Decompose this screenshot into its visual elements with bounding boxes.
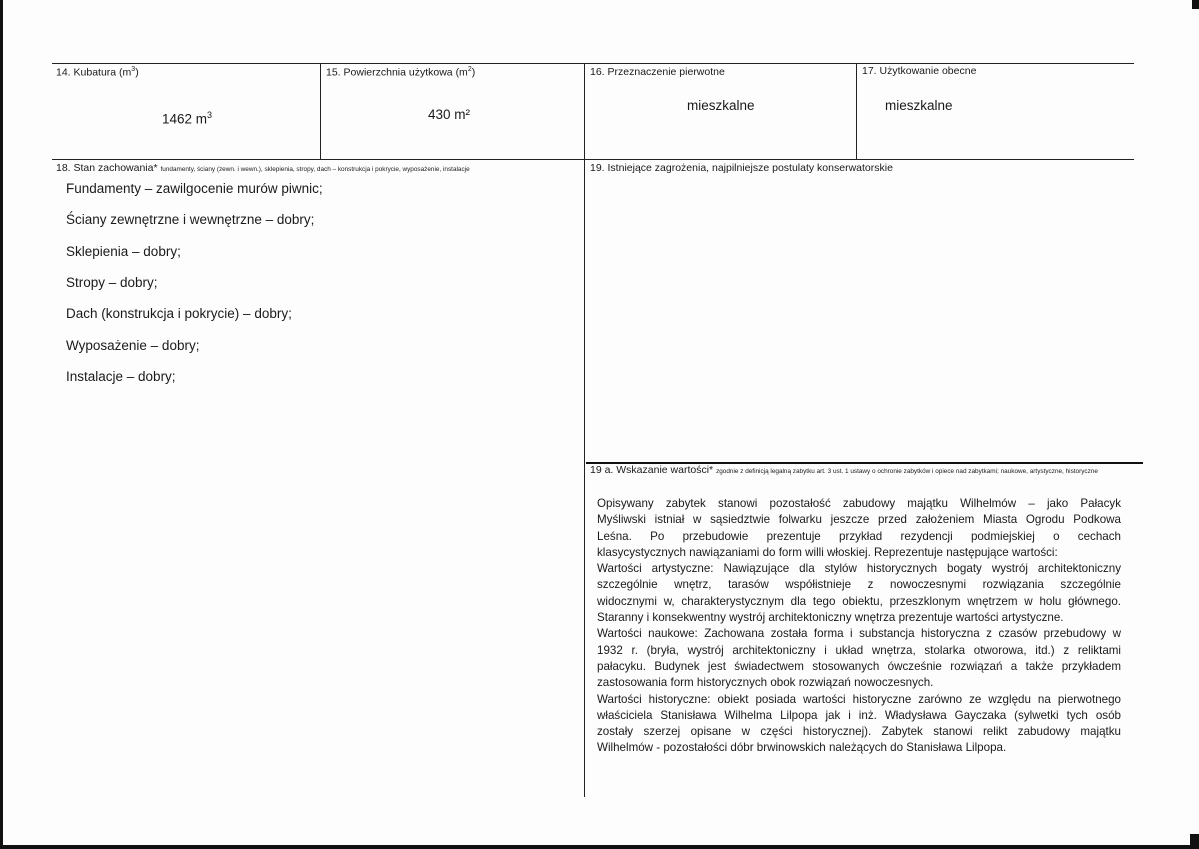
description-line: właściciela Stanisława Wilhelma Lilpopa jak i inż. Władysława Gayczaka (sylwetki tych osób	[597, 708, 1121, 722]
condition-item-vaults: Sklepienia – dobry;	[66, 244, 181, 259]
field-14-value: 1462 $m^3$	[162, 110, 213, 127]
condition-item-furnishings: Wyposażenie – dobry;	[66, 338, 200, 353]
description-line: Wartości historyczne: obiekt posiada wartości historyczne zarówno ze względu na pierwotnego	[597, 692, 1121, 706]
column-divider-14-15	[320, 63, 321, 159]
scan-edge-left	[0, 0, 3, 849]
field-17-label: 17. Użytkowanie obecne	[862, 65, 977, 77]
field-19a-label: 19 a. Wskazanie wartości* zgodnie z definicją legalną zabytku art. 3 ust. 1 ustawy o ochronie zabytków i opiece nad zabytkami; naukowe, artystyczne, historyczne	[590, 464, 1098, 476]
description-line: 1932 r. (bryła, wystrój architektoniczny i układ wnętrza, stolarka otworowa, itd.) z reliktami	[597, 643, 1121, 657]
field-19a-hint: zgodnie z definicją legalną zabytku art. 3 ust. 1 ustawy o ochronie zabytków i opiece nad zabytkami; naukowe, artystyczne, historyczne	[716, 468, 1098, 475]
row-divider-18	[52, 159, 1134, 160]
description-line: zostały szerzej opisane w części historycznej). Zabytek stanowi relikt zabudowy majątku	[597, 725, 1121, 739]
condition-item-foundations: Fundamenty – zawilgocenie murów piwnic;	[66, 181, 323, 196]
description-line: klasycystycznych nawiązaniami do form willi włoskiej. Reprezentuje następujące wartości:	[597, 545, 1058, 559]
field-17-value: mieszkalne	[885, 98, 953, 113]
condition-item-walls: Ściany zewnętrzne i wewnętrzne – dobry;	[66, 212, 315, 227]
description-line: pałacyku. Budynek jest świadectwem stosowanych ówcześnie rozwiązań a także przykładem	[597, 659, 1121, 673]
field-18-label: 18. Stan zachowania* fundamenty, ściany (zewn. i wewn.), sklepienia, stropy, dach – konstrukcja i pokrycie, wyposażenie, instalacje	[56, 162, 470, 174]
condition-item-ceilings: Stropy – dobry;	[66, 275, 158, 290]
column-divider-15-16	[584, 63, 585, 797]
values-description	[597, 496, 1121, 757]
description-line: szczególnie wnętrz, tarasów współistnieje z nowoczesnymi rozwiązania szczególnie	[597, 578, 1121, 592]
column-divider-16-17	[856, 63, 857, 159]
condition-item-installations: Instalacje – dobry;	[66, 369, 176, 384]
condition-item-roof: Dach (konstrukcja i pokrycie) – dobry;	[66, 306, 292, 321]
field-16-value: mieszkalne	[687, 98, 755, 113]
field-14-label: 14. Kubatura $(m^3)$	[56, 66, 139, 79]
scan-edge-bottom-right	[1190, 834, 1199, 849]
scan-edge-bottom	[0, 845, 1199, 849]
description-line: widocznymi w, charakterystycznym dla tego obiektu, przeszklonym wnętrzem w holu głównego.	[597, 594, 1121, 608]
description-line: Wilhelmów - pozostałości dóbr brwinowskich należących do Stanisława Lilpopa.	[597, 741, 1007, 755]
description-line: Staranny i konsekwentny wystrój architektoniczny wnętrza prezentuje wartości artystyczne.	[597, 611, 1064, 625]
description-line: Leśna. Po przebudowie prezentuje przykład rezydencji podmiejskiej o cechach	[597, 529, 1121, 543]
field-18-hint: fundamenty, ściany (zewn. i wewn.), sklepienia, stropy, dach – konstrukcja i pokrycie, wyposażenie, instalacje	[160, 166, 470, 173]
field-16-label: 16. Przeznaczenie pierwotne	[590, 66, 725, 78]
description-line: Myśliwski istniał w sąsiedztwie folwarku jeszcze przed założeniem Miasta Ogrodu Podkowa	[597, 513, 1121, 527]
field-19-label: 19. Istniejące zagrożenia, najpilniejsze postulaty konserwatorskie	[590, 162, 893, 174]
description-line: zastosowania form historycznych obok rozwiązań nowoczesnych.	[597, 676, 934, 690]
description-line: Opisywany zabytek stanowi pozostałość zabudowy majątku Wilhelmów – jako Pałacyk	[597, 497, 1121, 510]
field-15-value: 430 m²	[428, 107, 471, 122]
field-15-label: 15. Powierzchnia użytkowa $(m^2)$	[326, 66, 476, 79]
description-line: Wartości naukowe: Zachowana została forma i substancja historyczna z czasów przebudowy w	[597, 627, 1121, 641]
scan-edge-top-right	[1192, 0, 1199, 9]
description-line: Wartości artystyczne: Nawiązujące dla stylów historycznych bogaty wystrój architektoniczny	[597, 562, 1121, 576]
table-top-border	[52, 63, 1134, 64]
